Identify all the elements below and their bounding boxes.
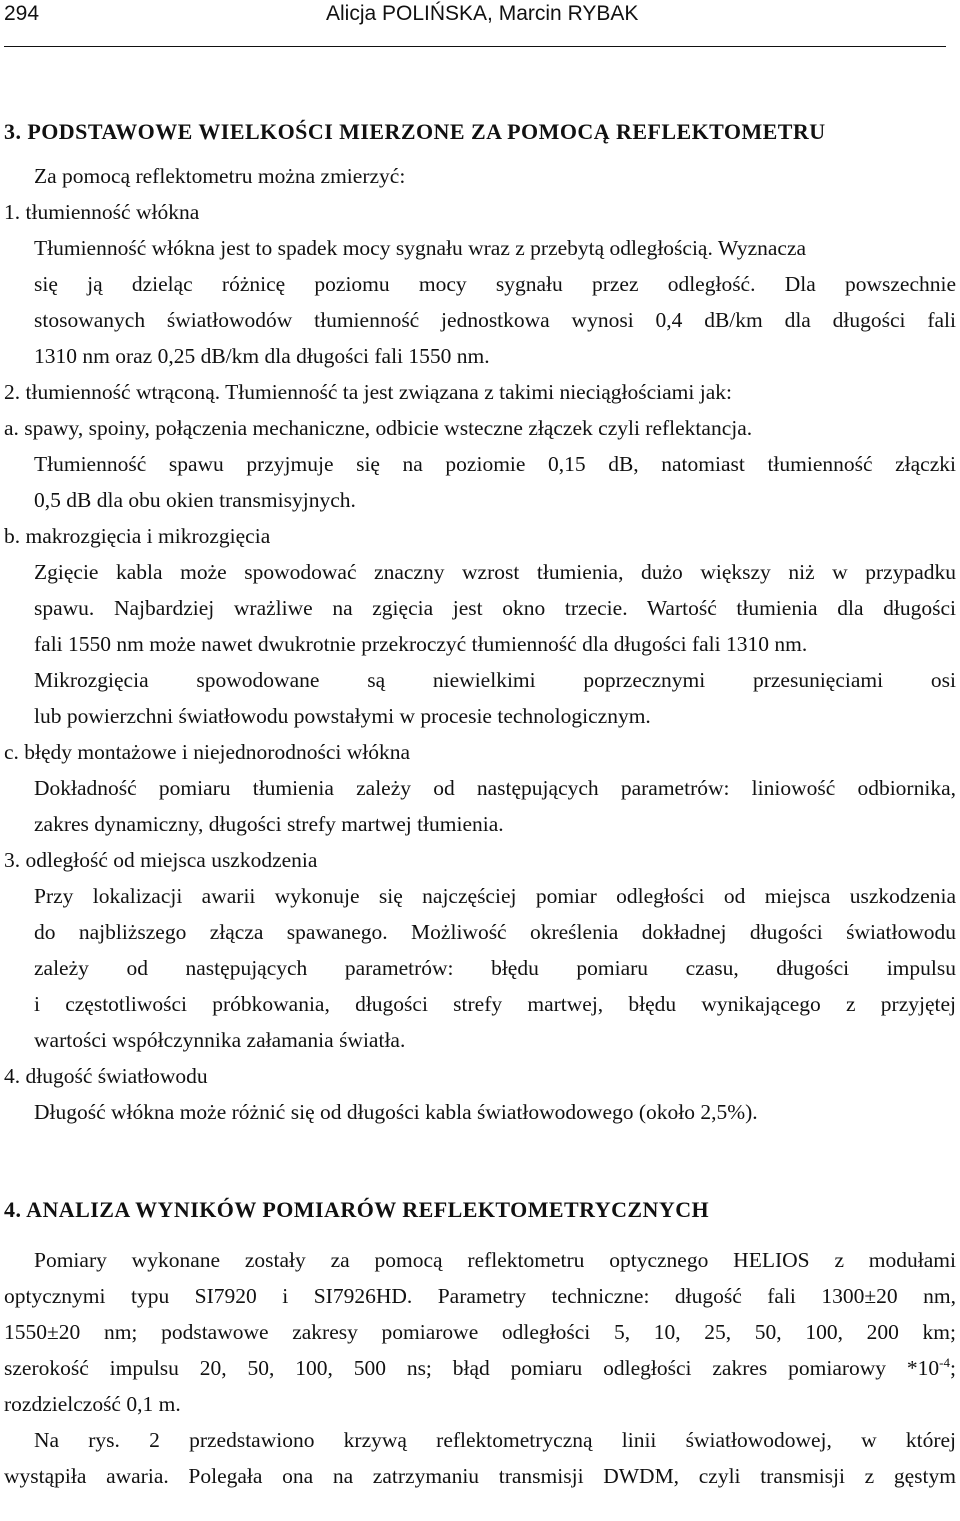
item-b-line: lub powierzchni światłowodu powstałymi w procesie technologicznym. bbox=[34, 704, 651, 728]
line-end-punctuation: ; bbox=[950, 1356, 956, 1380]
header-rule bbox=[4, 46, 946, 47]
item-1-line: 1310 nm oraz 0,25 dB/km dla długości fali 1550 nm. bbox=[34, 344, 490, 368]
item-3-title: 3. odległość od miejsca uszkodzenia bbox=[4, 848, 318, 872]
paragraph-line: rozdzielczość 0,1 m. bbox=[4, 1392, 181, 1416]
item-3-line: Przy lokalizacji awarii wykonuje się najczęściej pomiar odległości od miejsca uszkodzenia bbox=[34, 884, 956, 908]
paragraph-line: wystąpiła awaria. Polegała ona na zatrzymaniu transmisji DWDM, czyli transmisji z gęstym bbox=[4, 1464, 956, 1488]
section-3-heading: 3. PODSTAWOWE WIELKOŚCI MIERZONE ZA POMOCĄ REFLEKTOMETRU bbox=[4, 119, 826, 144]
item-3-line: i częstotliwości próbkowania, długości strefy martwej, błędu wynikającego z przyjętej bbox=[34, 992, 956, 1016]
item-b-line: fali 1550 nm może nawet dwukrotnie przekroczyć tłumienność dla długości fali 1310 nm. bbox=[34, 632, 808, 656]
item-c-line: Dokładność pomiaru tłumienia zależy od następujących parametrów: liniowość odbiornika, bbox=[34, 776, 956, 800]
item-4-line: Długość włókna może różnić się od długości kabla światłowodowego (około 2,5%). bbox=[34, 1100, 758, 1124]
item-3-line: do najbliższego złącza spawanego. Możliwość określenia dokładnej długości światłowodu bbox=[34, 920, 956, 944]
item-b-line: Mikrozgięcia spowodowane są niewielkimi poprzecznymi przesunięciami osi bbox=[34, 668, 956, 692]
item-2-title: 2. tłumienność wtrąconą. Tłumienność ta jest związana z takimi nieciągłościami jak: bbox=[4, 380, 732, 404]
running-header-authors: Alicja POLIŃSKA, Marcin RYBAK bbox=[326, 2, 639, 25]
page-header bbox=[0, 0, 960, 52]
item-3-line: wartości współczynnika załamania światła. bbox=[34, 1028, 406, 1052]
paragraph-line: 1550±20 nm; podstawowe zakresy pomiarowe odległości 5, 10, 25, 50, 100, 200 km; bbox=[4, 1320, 956, 1344]
item-1-line: stosowanych światłowodów tłumienność jednostkowa wynosi 0,4 dB/km dla długości fali bbox=[34, 308, 956, 332]
item-c-title: c. błędy montażowe i niejednorodności włókna bbox=[4, 740, 411, 764]
paragraph-line: optycznymi typu SI7920 i SI7926HD. Parametry techniczne: długość fali 1300±20 nm, bbox=[4, 1284, 956, 1308]
page-body bbox=[4, 114, 956, 1494]
item-4-title: 4. długość światłowodu bbox=[4, 1064, 208, 1088]
item-1-line: Tłumienność włókna jest to spadek mocy sygnału wraz z przebytą odległością. Wyznacza bbox=[34, 236, 807, 260]
item-c-line: zakres dynamiczny, długości strefy martwej tłumienia. bbox=[34, 812, 504, 836]
paragraph-text: szerokość impulsu 20, 50, 100, 500 ns; błąd pomiaru odległości zakres pomiarowy *10 bbox=[4, 1356, 940, 1380]
paragraph-line: Pomiary wykonane zostały za pomocą reflektometru optycznego HELIOS z modułami bbox=[34, 1248, 956, 1272]
item-a-title: a. spawy, spoiny, połączenia mechaniczne, odbicie wsteczne złączek czyli reflektancja. bbox=[4, 416, 753, 440]
paragraph-line: Na rys. 2 przedstawiono krzywą reflektometryczną linii światłowodowej, w której bbox=[34, 1428, 956, 1452]
item-a-line: Tłumienność spawu przyjmuje się na poziomie 0,15 dB, natomiast tłumienność złączki bbox=[34, 452, 956, 476]
item-b-title: b. makrozgięcia i mikrozgięcia bbox=[4, 524, 271, 548]
section-4-heading: 4. ANALIZA WYNIKÓW POMIARÓW REFLEKTOMETRYCZNYCH bbox=[4, 1197, 710, 1222]
item-a-line: 0,5 dB dla obu okien transmisyjnych. bbox=[34, 488, 356, 512]
item-1-title: 1. tłumienność włókna bbox=[4, 200, 200, 224]
exponent-superscript: -4 bbox=[939, 1354, 951, 1370]
item-3-line: zależy od następujących parametrów: błędu pomiaru czasu, długości impulsu bbox=[34, 956, 956, 980]
item-b-line: Zgięcie kabla może spowodować znaczny wzrost tłumienia, dużo większy niż w przypadku bbox=[34, 560, 956, 584]
item-b-line: spawu. Najbardziej wrażliwe na zgięcia jest okno trzecie. Wartość tłumienia dla długości bbox=[34, 596, 956, 620]
paragraph-line-with-superscript bbox=[4, 1350, 956, 1386]
section-3-intro: Za pomocą reflektometru można zmierzyć: bbox=[34, 164, 406, 188]
page-number: 294 bbox=[4, 2, 40, 25]
item-1-line: się ją dzieląc różnicę poziomu mocy sygnału przez odległość. Dla powszechnie bbox=[34, 272, 956, 296]
